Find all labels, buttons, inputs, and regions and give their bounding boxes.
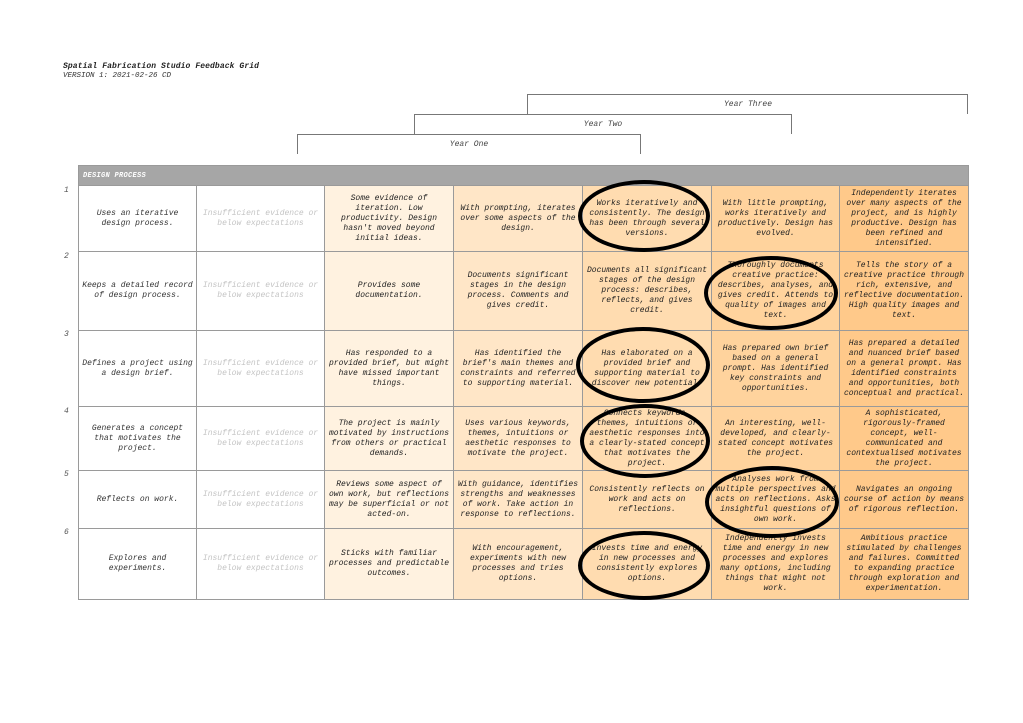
level-cell: Independently invests time and energy in new processes and explores many options, including things that might not work. xyxy=(712,529,840,600)
criterion-cell: Explores and experiments. xyxy=(79,529,197,600)
row-number: 4 xyxy=(64,407,69,416)
level-cell: Analyses work from multiple perspectives and acts on reflections. Asks insightful questions of own work. xyxy=(712,471,840,529)
year-one-label: Year One xyxy=(449,140,489,149)
table-row xyxy=(79,407,969,471)
level-cell: Invests time and energy in new processes and consistently explores options. xyxy=(583,529,712,600)
level-cell: A sophisticated, rigorously-framed concept, well-communicated and contextualised motivates the project. xyxy=(840,407,969,471)
level-cell: With guidance, identifies strengths and weaknesses of work. Take action in response to reflections. xyxy=(454,471,583,529)
table-row xyxy=(79,471,969,529)
level-cell: Provides some documentation. xyxy=(325,252,454,331)
year-two-band xyxy=(414,114,792,134)
level-cell: Documents all significant stages of the design process: describes, reflects, and gives credit. xyxy=(583,252,712,331)
level-cell: Connects keywords, themes, intuitions or aesthetic responses into a clearly-stated concept that motivates the project. xyxy=(583,407,712,471)
table-row xyxy=(79,252,969,331)
insufficient-cell: Insufficient evidence or below expectations xyxy=(197,186,325,252)
criterion-cell: Reflects on work. xyxy=(79,471,197,529)
level-cell: Documents significant stages in the design process. Comments and gives credit. xyxy=(454,252,583,331)
row-number: 3 xyxy=(64,330,69,339)
level-cell: Has identified the brief's main themes and constraints and referred to supporting material. xyxy=(454,331,583,407)
level-cell: With little prompting, works iteratively and productively. Design has evolved. xyxy=(712,186,840,252)
level-cell: An interesting, well-developed, and clearly-stated concept motivates the project. xyxy=(712,407,840,471)
table-row xyxy=(79,186,969,252)
year-three-label: Year Three xyxy=(723,100,772,109)
row-number: 5 xyxy=(64,470,69,479)
level-cell: The project is mainly motivated by instructions from others or practical demands. xyxy=(325,407,454,471)
level-cell: Reviews some aspect of own work, but reflections may be superficial or not acted-on. xyxy=(325,471,454,529)
level-cell: Sticks with familiar processes and predictable outcomes. xyxy=(325,529,454,600)
level-cell: Independently iterates over many aspects of the project, and is highly productive. Design has been refined and intensified. xyxy=(840,186,969,252)
version-label: VERSION 1: 2021-02-26 CD xyxy=(63,72,172,80)
insufficient-cell: Insufficient evidence or below expectations xyxy=(197,529,325,600)
row-number: 1 xyxy=(64,186,69,195)
level-cell: Works iteratively and consistently. The design has been through several versions. xyxy=(583,186,712,252)
section-header-row xyxy=(79,166,969,186)
level-cell: With encouragement, experiments with new processes and tries options. xyxy=(454,529,583,600)
level-cell: Some evidence of iteration. Low productivity. Design hasn't moved beyond initial ideas. xyxy=(325,186,454,252)
criterion-cell: Keeps a detailed record of design process. xyxy=(79,252,197,331)
criterion-cell: Uses an iterative design process. xyxy=(79,186,197,252)
level-cell: Has elaborated on a provided brief and supporting material to discover new potential. xyxy=(583,331,712,407)
year-three-band xyxy=(527,94,968,114)
year-one-band xyxy=(297,134,641,154)
row-number: 6 xyxy=(64,528,69,537)
level-cell: Uses various keywords, themes, intuitions or aesthetic responses to motivate the project. xyxy=(454,407,583,471)
level-cell: Has responded to a provided brief, but might have missed important things. xyxy=(325,331,454,407)
level-cell: Navigates an ongoing course of action by means of rigorous reflection. xyxy=(840,471,969,529)
level-cell: Has prepared own brief based on a general prompt. Has identified key constraints and opportunities. xyxy=(712,331,840,407)
insufficient-cell: Insufficient evidence or below expectations xyxy=(197,407,325,471)
section-title: DESIGN PROCESS xyxy=(79,166,969,186)
insufficient-cell: Insufficient evidence or below expectations xyxy=(197,471,325,529)
criterion-cell: Defines a project using a design brief. xyxy=(79,331,197,407)
level-cell: Ambitious practice stimulated by challenges and failures. Committed to expanding practice through exploration and experimentation. xyxy=(840,529,969,600)
level-cell: Consistently reflects on work and acts on reflections. xyxy=(583,471,712,529)
level-cell: Tells the story of a creative practice through rich, extensive, and reflective documentation. High quality images and text. xyxy=(840,252,969,331)
document-title: Spatial Fabrication Studio Feedback Grid xyxy=(63,62,260,71)
insufficient-cell: Insufficient evidence or below expectations xyxy=(197,331,325,407)
level-cell: Has prepared a detailed and nuanced brief based on a general prompt. Has identified constraints and opportunities, both conceptual and practical. xyxy=(840,331,969,407)
level-cell: Thoroughly documents creative practice: describes, analyses, and gives credit. Attends to quality of images and text. xyxy=(712,252,840,331)
table-row xyxy=(79,331,969,407)
row-number: 2 xyxy=(64,252,69,261)
table-row xyxy=(79,529,969,600)
criterion-cell: Generates a concept that motivates the project. xyxy=(79,407,197,471)
level-cell: With prompting, iterates over some aspects of the design. xyxy=(454,186,583,252)
feedback-grid xyxy=(78,165,969,600)
year-two-label: Year Two xyxy=(583,120,623,129)
insufficient-cell: Insufficient evidence or below expectations xyxy=(197,252,325,331)
